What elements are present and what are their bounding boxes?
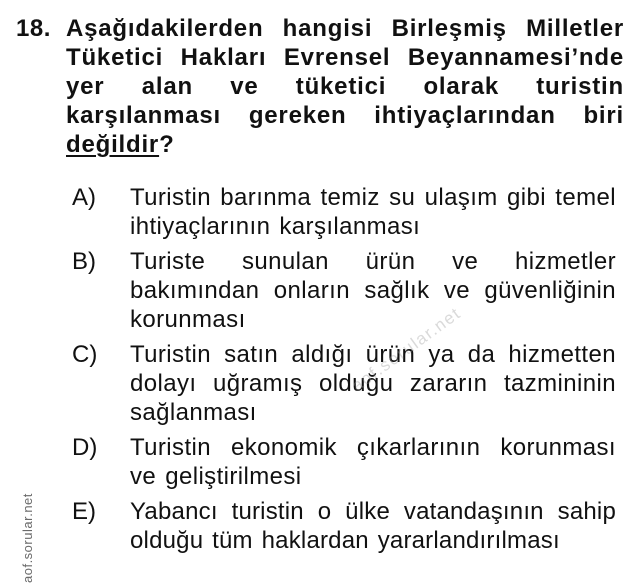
- watermark-diagonal: aof.sorular.net: [348, 303, 465, 396]
- option-b-label: B): [72, 248, 96, 275]
- option-b-text: Turiste sunulan ürün ve hizmetler bakımından onların sağlık ve güvenliğinin korunması: [130, 248, 616, 333]
- option-c-label: C): [72, 341, 98, 368]
- option-e-text: Yabancı turistin o ülke vatandaşının sahip olduğu tüm haklardan yararlandırılması: [130, 498, 616, 554]
- option-c[interactable]: [16, 340, 624, 427]
- question-block: [16, 14, 624, 561]
- question-text: [66, 14, 624, 159]
- option-e-label: E): [72, 498, 96, 525]
- question-text-end: ?: [159, 131, 175, 158]
- question-number: 18.: [16, 15, 51, 42]
- option-d-text: Turistin ekonomik çıkarlarının korunması ve geliştirilmesi: [130, 434, 616, 490]
- question-header: [16, 14, 624, 159]
- option-c-text: Turistin satın aldığı ürün ya da hizmetten dolayı uğramış olduğu zararın tazmininin sağlanması: [130, 341, 616, 426]
- option-d-label: D): [72, 434, 98, 461]
- option-d[interactable]: [16, 433, 624, 491]
- watermark-side: aof.sorular.net: [20, 493, 35, 583]
- answer-options: [16, 183, 624, 555]
- option-b[interactable]: [16, 247, 624, 334]
- option-a-text: Turistin barınma temiz su ulaşım gibi temel ihtiyaçlarının karşılanması: [130, 184, 616, 240]
- question-text-main: Aşağıdakilerden hangisi Birleşmiş Milletler Tüketici Hakları Evrensel Beyannamesi’nde yer alan ve tüketici olarak turistin karşılanması gereken ihtiyaçlarından biri: [66, 15, 624, 129]
- option-a[interactable]: [16, 183, 624, 241]
- option-e[interactable]: [16, 497, 624, 555]
- question-emphasis: değildir: [66, 131, 160, 158]
- option-a-label: A): [72, 184, 96, 211]
